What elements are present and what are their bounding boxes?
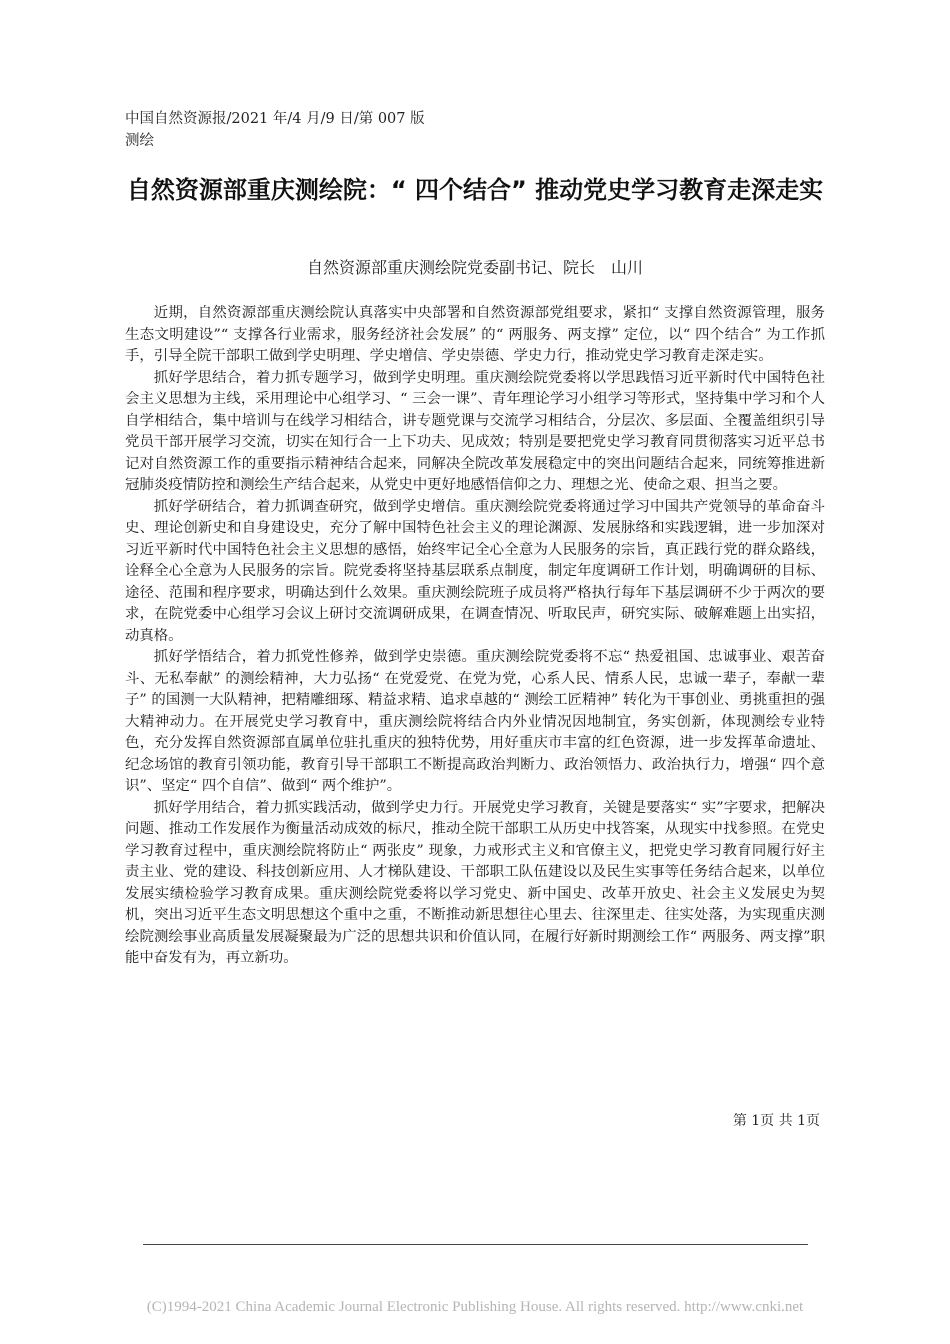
author-byline: 自然资源部重庆测绘院党委副书记、院长 山川 — [306, 258, 643, 277]
article-body — [125, 303, 825, 970]
article-title: 自然资源部重庆测绘院：“ 四个结合” 推动党史学习教育走深走实 — [126, 176, 824, 204]
paragraph-study-application: 抓好学用结合，着力抓实践活动，做到学史力行。开展党史学习教育，关键是要落实“ 实”字要求，把解决问题、推动工作发展作为衡量活动成效的标尺，推动全院干部职工从历史中找答案，从现实中找参照。在党史学习教育过程中，重庆测绘院将防止“ 两张皮” 现象，力戒形式主义和官僚主义，把党史学习教育同履行好主责主业、党的建设、科技创新应用、人才梯队建设、干部职工队伍建设以及民生实事等任务结合起来，以单位发展实绩检验学习教育成果。重庆测绘院党委将以学习党史、新中国史、改革开放史、社会主义发展史为契机，突出习近平生态文明思想这个重中之重，不断推动新思想往心里去、往深里走、往实处落，为实现重庆测绘院测绘事业高质量发展凝聚最为广泛的思想共识和价值认同，在履行好新时期测绘工作“ 两服务、两支撑”职能中奋发有为，再立新功。 — [125, 799, 825, 966]
paragraph-study-thinking: 抓好学思结合，着力抓专题学习，做到学史明理。重庆测绘院党委将以学思践悟习近平新时代中国特色社会主义思想为主线，采用理论中心组学习、“ 三会一课”、青年理论学习小组学习等形式，坚持集中学习和个人自学相结合，集中培训与在线学习相结合，讲专题党课与交流学习相结合，分层次、多层面、全覆盖组织引导党员干部开展学习交流，切实在知行合一上下功夫、见成效；特别是要把党史学习教育同贯彻落实习近平总书记对自然资源工作的重要指示精神结合起来，同解决全院改革发展稳定中的突出问题结合起来，同统筹推进新冠肺炎疫情防控和测绘生产结合起来，从党史中更好地感悟信仰之力、理想之光、使命之艰、担当之要。 — [125, 369, 825, 493]
paragraph-intro: 近期，自然资源部重庆测绘院认真落实中央部署和自然资源部党组要求，紧扣“ 支撑自然资源管理，服务生态文明建设”“ 支撑各行业需求，服务经济社会发展” 的“ 两服务、两支撑” 定位，以“ 四个结合” 为工作抓手，引导全院干部职工做到学史明理、学史增信、学史崇德、学史力行，推动党史学习教育走深走实。 — [125, 305, 825, 364]
page-number: 第 1页 共 1页 — [732, 1113, 820, 1129]
source-line: 中国自然资源报/2021 年/4 月/9 日/第 007 版测绘 — [125, 111, 425, 149]
footer-divider — [143, 1244, 808, 1245]
paragraph-study-research: 抓好学研结合，着力抓调查研究，做到学史增信。重庆测绘院党委将通过学习中国共产党领导的革命奋斗史、理论创新史和自身建设史，充分了解中国特色社会主义的理论渊源、发展脉络和实践逻辑，进一步加深对习近平新时代中国特色社会主义思想的感悟，始终牢记全心全意为人民服务的宗旨，真正践行党的群众路线，诠释全心全意为人民服务的宗旨。院党委将坚持基层联系点制度，制定年度调研工作计划，明确调研的目标、途径、范围和程序要求，明确达到什么效果。重庆测绘院班子成员将严格执行每年下基层调研不少于两次的要求，在院党委中心组学习会议上研讨交流调研成果，在调查情况、听取民声，研究实际、破解难题上出实招，动真格。 — [125, 498, 825, 644]
paragraph-study-understanding: 抓好学悟结合，着力抓党性修养，做到学史崇德。重庆测绘院党委将不忘“ 热爱祖国、忠诚事业、艰苦奋斗、无私奉献” 的测绘精神，大力弘扬“ 在党爱党、在党为党，心系人民、情系人民，忠诚一辈子，奉献一辈子” 的国测一大队精神，把精雕细琢、精益求精、追求卓越的“ 测绘工匠精神” 转化为干事创业、勇挑重担的强大精神动力。在开展党史学习教育中，重庆测绘院将结合内外业情况因地制宜，务实创新，体现测绘专业特色，充分发挥自然资源部直属单位驻扎重庆的独特优势，用好重庆市丰富的红色资源，进一步发挥革命遗址、纪念场馆的教育引领功能，教育引导干部职工不断提高政治判断力、政治领悟力、政治执行力，增强“ 四个意识”、坚定“ 四个自信”、做到“ 两个维护”。 — [125, 649, 825, 794]
copyright-notice: (C)1994-2021 China Academic Journal Electronic Publishing House. All rights reserved. http://www.cnki.net — [146, 1299, 804, 1315]
